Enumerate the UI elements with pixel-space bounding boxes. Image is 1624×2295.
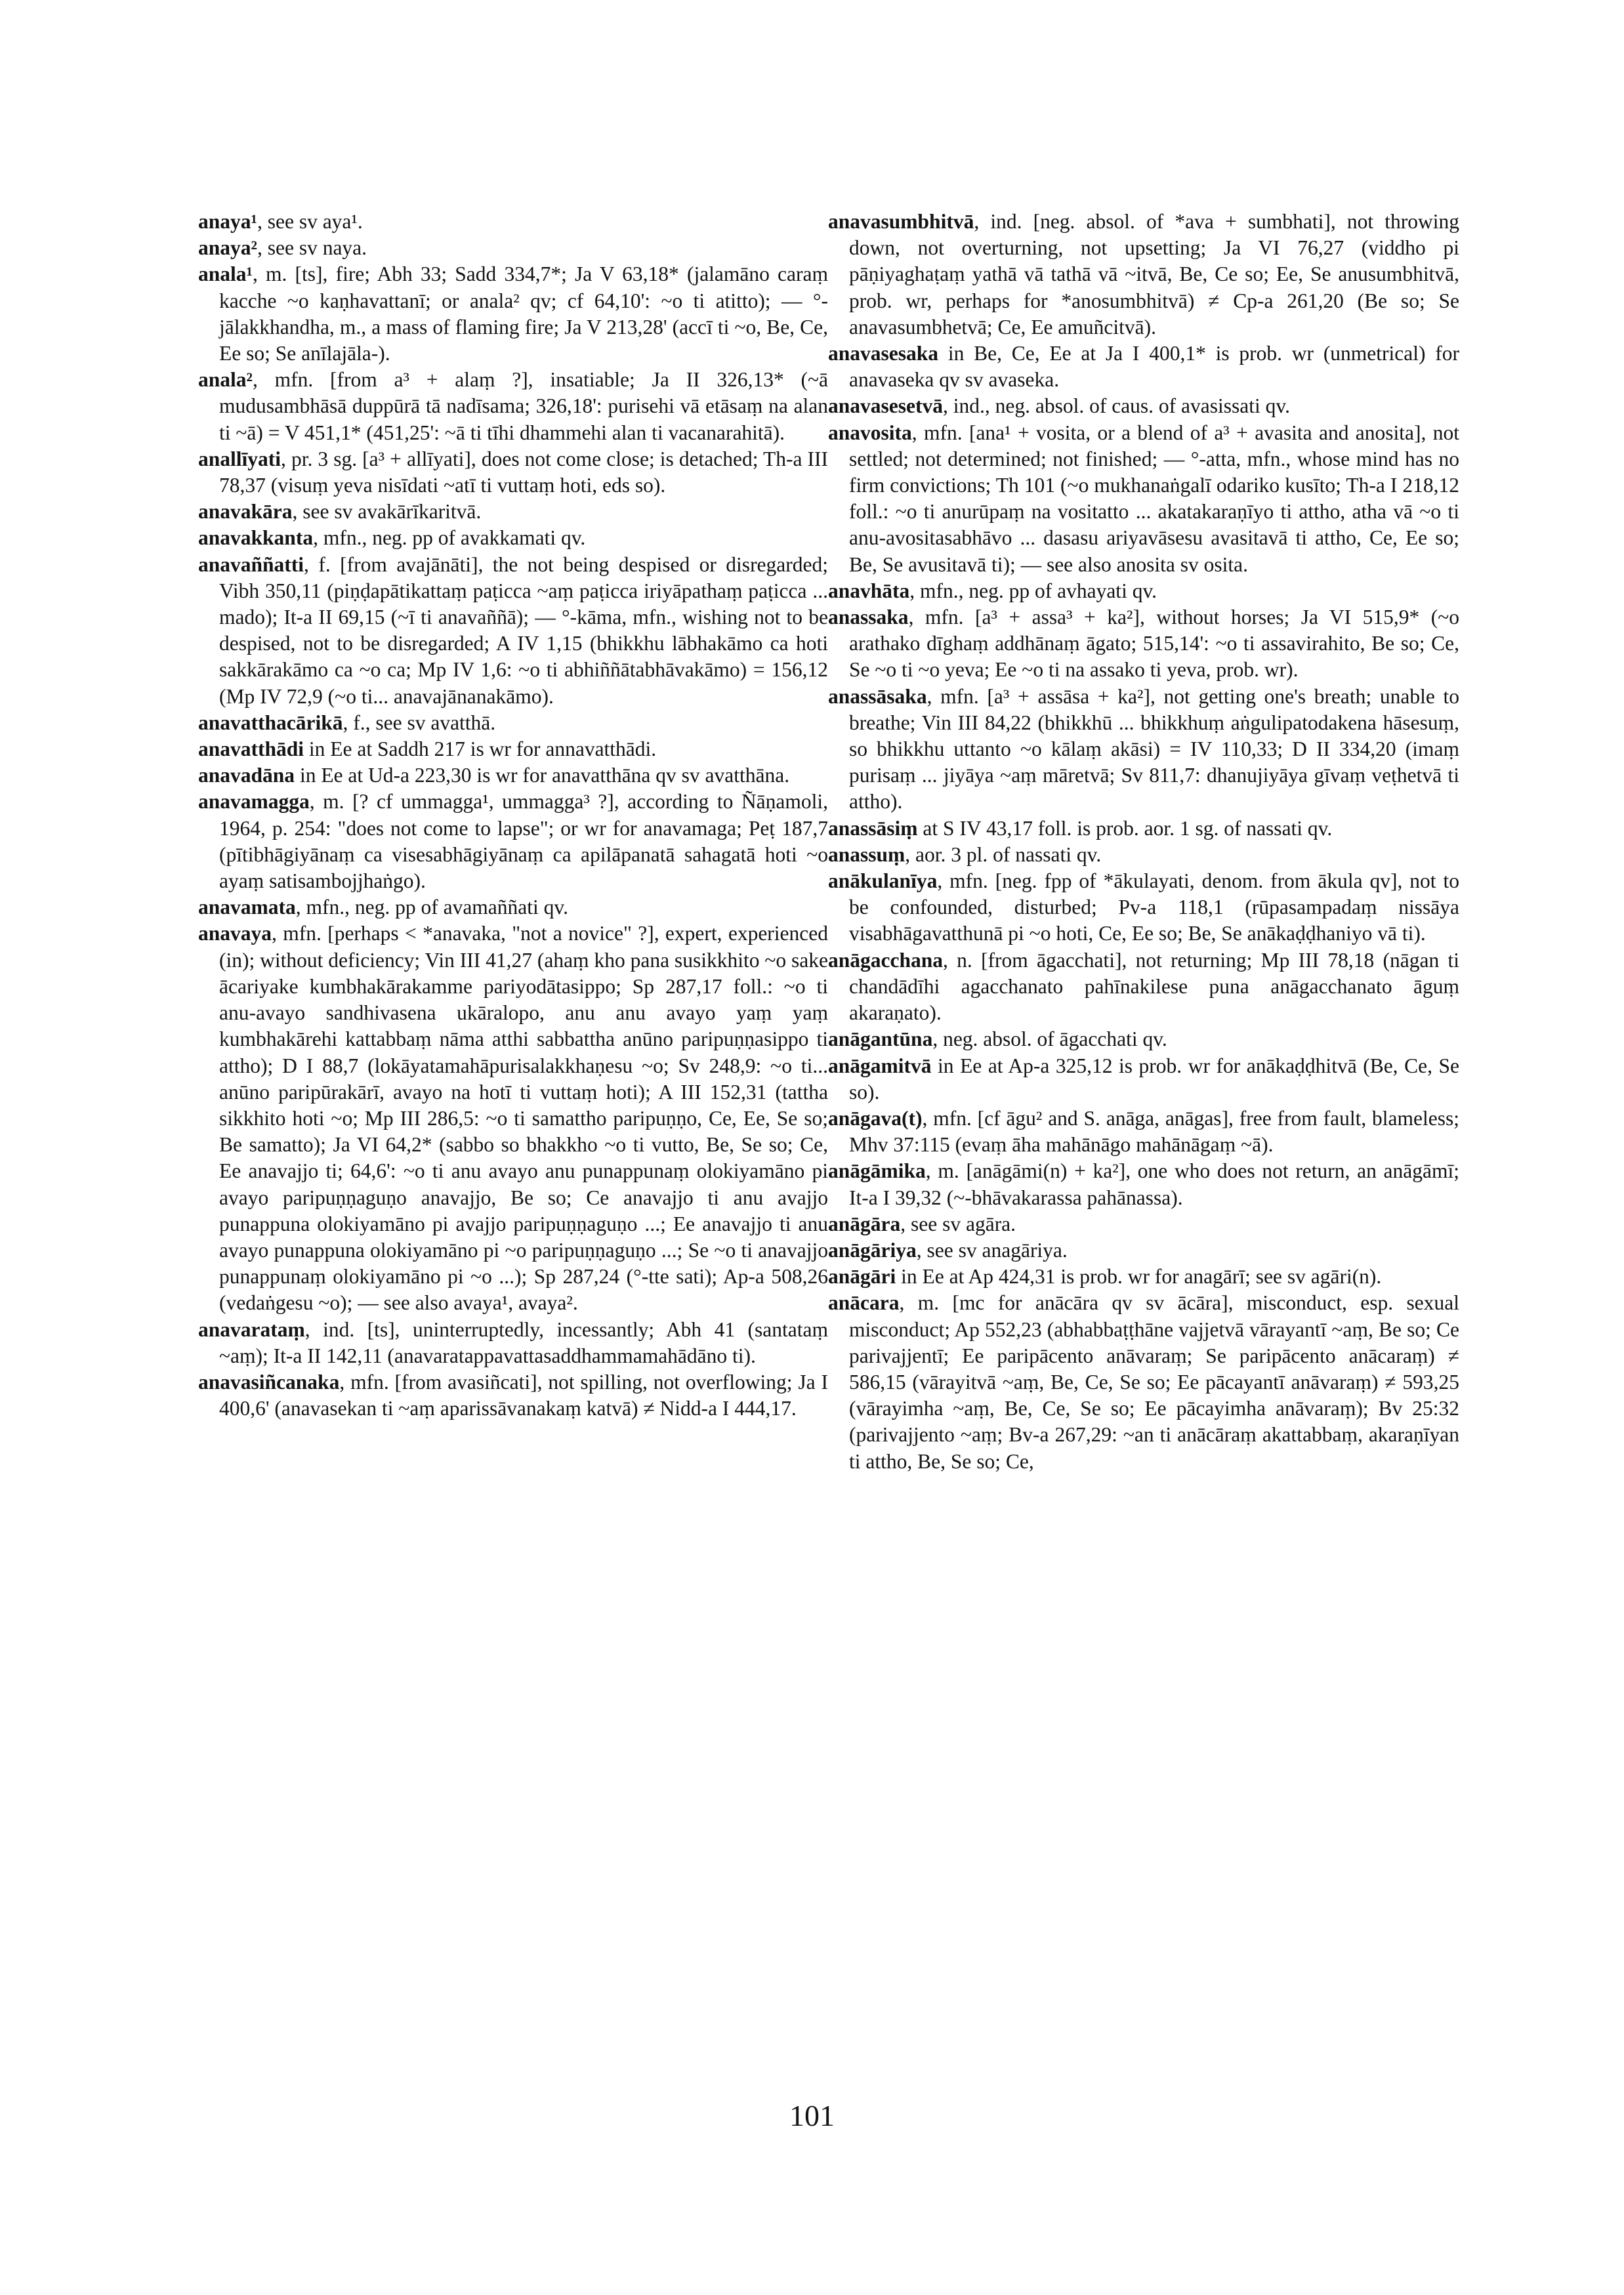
- dictionary-entry: [828, 1264, 1459, 1290]
- entry-definition: , see sv anagāriya.: [916, 1238, 1068, 1262]
- entry-definition: , mfn. [ana¹ + vosita, or a blend of a³ + avasita and anosita], not settled; not determined; not finished; — °-atta, mfn., whose mind has no firm convictions; Th 101 (~o mukhanaṅgalī odariko kusīto; Th-a I 218,12 foll.: ~o ti anurūpaṃ na vositatto ... akatakaraṇīyo ti attho, atha vā ~o ti anu-avositasabhāvo ... dasasu ariyavāsesu avasitavā ti attho, Ce, Ee so; Be, Se avusitavā ti); — see also anosita sv osita.: [849, 421, 1459, 576]
- dictionary-entry: [828, 393, 1459, 419]
- entry-headword: anāgantūna: [828, 1027, 933, 1051]
- entry-headword: anavasumbhitvā: [828, 210, 974, 233]
- dictionary-entry: [198, 1317, 828, 1369]
- entry-definition: , neg. absol. of āgacchati qv.: [932, 1027, 1167, 1051]
- entry-headword: anavakkanta: [198, 526, 314, 550]
- dictionary-entry: [828, 420, 1459, 578]
- entry-headword: anavarataṃ: [198, 1317, 305, 1341]
- dictionary-entry: [198, 710, 828, 736]
- entry-headword: anaya¹: [198, 210, 257, 233]
- dictionary-entry: [828, 1237, 1459, 1264]
- entry-definition: , see sv aya¹.: [257, 210, 363, 233]
- entry-headword: anavasesaka: [828, 342, 939, 365]
- dictionary-entry: [198, 235, 828, 261]
- entry-headword: anaya²: [198, 236, 257, 260]
- entry-definition: , f. [from avajānāti], the not being despised or disregarded; Vibh 350,11 (piṇḍapātikattaṃ paṭicca ~aṃ paṭicca iriyāpathaṃ paṭicca ... mado); It-a II 69,15 (~ī ti anavaññā); — °-kāma, mfn., wishing not to be despised, not to be disregarded; A IV 1,15 (bhikkhu lābhakāmo ca hoti sakkārakāmo ca ~o ca; Mp IV 1,6: ~o ti abhiññātabhāvakāmo) = 156,12 (Mp IV 72,9 (~o ti... anavajānanakāmo).: [219, 552, 828, 708]
- dictionary-entry: [198, 209, 828, 235]
- entry-definition: , m. [mc for anācāra qv sv ācāra], misconduct, esp. sexual misconduct; Ap 552,23 (abhabbaṭṭhāne vajjetvā vārayantī ~aṃ, Be so; Ce parivajjentī; Ee paripācento anāvaraṃ; Se paripācento anācaraṃ) ≠ 586,15 (vārayitvā ~aṃ, Be, Ce, Se so; Ee pācayantī anāvaraṃ) ≠ 593,25 (vārayimha ~aṃ, Be, Ce, Se so; Ee pācayimha anāvaraṃ); Bv 25:32 (parivajjento ~aṃ; Bv-a 267,29: ~an ti anācāraṃ akattabbaṃ, akaraṇīyan ti attho, Be, Se so; Ce,: [849, 1291, 1459, 1473]
- left-column: [198, 209, 828, 1422]
- entry-headword: anāgacchana: [828, 948, 944, 972]
- entry-definition: , aor. 3 pl. of nassati qv.: [905, 842, 1102, 866]
- entry-definition: , ind. [ts], uninterruptedly, incessantly; Abh 41 (santataṃ ~aṃ); It-a II 142,11 (anavaratappavattasaddhammamahādāno ti).: [219, 1317, 828, 1367]
- dictionary-entry: [828, 1053, 1459, 1106]
- entry-definition: in Ee at Ap 424,31 is prob. wr for anagārī; see sv agāri(n).: [896, 1265, 1382, 1289]
- entry-headword: anavaya: [198, 922, 272, 945]
- dictionary-entry: [828, 578, 1459, 604]
- dictionary-entry: [198, 1369, 828, 1422]
- entry-definition: , see sv avakārīkaritvā.: [292, 500, 482, 524]
- entry-headword: anavamata: [198, 896, 296, 919]
- entry-definition: , see sv naya.: [257, 236, 367, 260]
- entry-headword: anāgāri: [828, 1265, 896, 1289]
- dictionary-entry: [828, 868, 1459, 947]
- entry-definition: at S IV 43,17 foll. is prob. aor. 1 sg. of nassati qv.: [917, 816, 1333, 840]
- entry-definition: , m. [? cf ummagga¹, ummagga³ ?], according to Ñāṇamoli, 1964, p. 254: "does not come to lapse"; or wr for anavamaga; Peṭ 187,7 (pītibhāgiyānaṃ ca visesabhāgiyānaṃ ca apilāpanatā sahagatā hoti ~o ayaṃ satisambojjhaṅgo).: [219, 790, 828, 893]
- dictionary-entry: [828, 341, 1459, 393]
- dictionary-entry: [198, 367, 828, 446]
- entry-definition: , ind. [neg. absol. of *ava + sumbhati], not throwing down, not overturning, not upsetting; Ja VI 76,27 (viddho pi pāṇiyaghaṭaṃ yathā vā tathā vā ~itvā, Be, Ce so; Ee, Se anusumbhitvā, prob. wr, perhaps for *anosumbhitvā) ≠ Cp-a 261,20 (Be so; Se anavasumbhetvā; Ce, Ee amuñcitvā).: [849, 210, 1459, 339]
- entry-definition: , mfn., neg. pp of avamaññati qv.: [295, 896, 568, 919]
- entry-definition: , m. [ts], fire; Abh 33; Sadd 334,7*; Ja V 63,18* (jalamāno caraṃ kacche ~o kaṇhavattanī; or anala² qv; cf 64,10': ~o ti atitto); — °-jālakkhandha, m., a mass of flaming fire; Ja V 213,28' (accī ti ~o, Be, Ce, Ee so; Se anīlajāla-).: [219, 262, 828, 365]
- entry-headword: anavatthacārikā: [198, 711, 343, 734]
- entry-headword: anācara: [828, 1291, 900, 1315]
- entry-definition: , mfn. [cf āgu² and S. anāga, anāgas], free from fault, blameless; Mhv 37:115 (evaṃ āha mahānāgo mahānāgaṃ ~ā).: [849, 1106, 1459, 1157]
- right-column: [828, 209, 1459, 1475]
- entry-headword: anavatthādi: [198, 737, 304, 761]
- entry-headword: anallīyati: [198, 447, 281, 470]
- entry-definition: , m. [anāgāmi(n) + ka²], one who does not return, an anāgāmī; It-a I 39,32 (~-bhāvakarassa pahānassa).: [849, 1159, 1459, 1209]
- entry-headword: anavasesetvā: [828, 394, 943, 418]
- entry-definition: , mfn., neg. pp of avhayati qv.: [909, 579, 1157, 602]
- entry-headword: anāgāmika: [828, 1159, 926, 1183]
- entry-headword: anassāsaka: [828, 684, 927, 708]
- entry-headword: anavhāta: [828, 579, 910, 602]
- dictionary-entry: [828, 684, 1459, 816]
- entry-definition: in Ee at Ap-a 325,12 is prob. wr for anākaḍḍhitvā (Be, Ce, Se so).: [849, 1054, 1459, 1104]
- dictionary-entry: [828, 947, 1459, 1027]
- entry-headword: anassāsiṃ: [828, 816, 918, 840]
- dictionary-entry: [828, 1158, 1459, 1210]
- dictionary-entry: [198, 762, 828, 789]
- dictionary-entry: [198, 261, 828, 367]
- dictionary-entry: [198, 894, 828, 920]
- entry-headword: anāgāriya: [828, 1238, 917, 1262]
- entry-definition: , mfn. [from a³ + alaṃ ?], insatiable; Ja II 326,13* (~ā mudusambhāsā duppūrā tā nadīsama; 326,18': purisehi vā etāsaṃ na alan ti ~ā) = V 451,1* (451,25': ~ā ti tīhi dhammehi alan ti vacanarahitā).: [219, 368, 828, 444]
- entry-definition: , ind., neg. absol. of caus. of avasissati qv.: [943, 394, 1290, 418]
- entry-headword: anāgāra: [828, 1212, 901, 1235]
- entry-definition: in Ee at Ud-a 223,30 is wr for anavatthāna qv sv avatthāna.: [295, 764, 790, 787]
- dictionary-entry: [828, 842, 1459, 868]
- entry-headword: anavamagga: [198, 790, 310, 814]
- entry-headword: anassuṃ: [828, 842, 906, 866]
- entry-headword: anāgava(t): [828, 1106, 923, 1130]
- entry-headword: anavadāna: [198, 764, 295, 787]
- entry-headword: anala²: [198, 368, 253, 392]
- dictionary-entry: [198, 789, 828, 894]
- entry-definition: in Ee at Saddh 217 is wr for annavatthādi.: [304, 737, 657, 761]
- dictionary-entry: [828, 1026, 1459, 1052]
- entry-headword: anāgamitvā: [828, 1054, 932, 1077]
- dictionary-entry: [828, 1211, 1459, 1237]
- dictionary-entry: [198, 525, 828, 551]
- page-number: 101: [789, 2099, 835, 2132]
- entry-definition: , pr. 3 sg. [a³ + allīyati], does not come close; is detached; Th-a III 78,37 (visuṃ yeva nisīdati ~atī ti vuttaṃ hoti, eds so).: [219, 447, 828, 497]
- dictionary-entry: [828, 1290, 1459, 1474]
- dictionary-entry: [828, 816, 1459, 842]
- entry-definition: , mfn. [neg. fpp of *ākulayati, denom. from ākula qv], not to be confounded, disturbed; Pv-a 118,1 (rūpasampadaṃ nissāya visabhāgavatthunā pi ~o hoti, Ce, Ee so; Be, Se anākaḍḍhaniyo vā ti).: [849, 869, 1459, 945]
- entry-definition: , mfn., neg. pp of avakkamati qv.: [313, 526, 586, 550]
- entry-headword: anākulanīya: [828, 869, 938, 893]
- entry-headword: anassaka: [828, 606, 909, 629]
- entry-definition: in Be, Ce, Ee at Ja I 400,1* is prob. wr (unmetrical) for anavaseka qv sv avaseka.: [849, 342, 1459, 392]
- dictionary-entry: [198, 736, 828, 762]
- entry-definition: , mfn. [perhaps < *anavaka, "not a novice" ?], expert, experienced (in); without deficiency; Vin III 41,27 (ahaṃ kho pana susikkhito ~o sake ācariyake kumbhakārakamme pariyodātasippo; Sp 287,17 foll.: ~o ti anu-avayo sandhivasena ukāralopo, anu anu avayo yaṃ yaṃ kumbhakārehi kattabbaṃ nāma atthi sabbattha anūno paripuṇṇasippo ti attho); D I 88,7 (lokāyatamahāpurisalakkhaṇesu ~o; Sv 248,9: ~o ti... anūno paripūrakārī, avayo na hotī ti vuttaṃ hoti); A III 152,31 (tattha sikkhito hoti ~o; Mp III 286,5: ~o ti samattho paripuṇṇo, Ce, Ee, Se so; Be samatto); Ja VI 64,2* (sabbo so bhakkho ~o ti vutto, Be, Se so; Ce, Ee anavajjo ti; 64,6': ~o ti anu avayo anu punappunaṃ olokiyamāno pi avayo paripuṇṇaguṇo anavajjo, Be so; Ce anavajjo ti anu avajjo punappuna olokiyamāno pi avajjo paripuṇṇaguṇo ...; Ee anavajjo ti anu avayo punappuna olokiyamāno pi ~o paripuṇṇaguṇo ...; Se ~o ti anavajjo punappunaṃ olokiyamāno pi ~o ...); Sp 287,24 (°-tte sati); Ap-a 508,26 (vedaṅgesu ~o); — see also avaya¹, avaya².: [219, 922, 828, 1315]
- dictionary-entry: [198, 552, 828, 710]
- dictionary-entry: [828, 1106, 1459, 1158]
- dictionary-entry: [198, 446, 828, 499]
- dictionary-entry: [828, 604, 1459, 684]
- entry-definition: , n. [from āgacchati], not returning; Mp III 78,18 (nāgan ti chandādīhi agacchanato pahīnakilese puna anāgacchanato āguṃ akaraṇato).: [849, 948, 1459, 1025]
- entry-headword: anavaññatti: [198, 552, 304, 576]
- entry-headword: anavosita: [828, 421, 912, 444]
- entry-headword: anavasiñcanaka: [198, 1370, 340, 1394]
- entry-definition: , mfn. [from avasiñcati], not spilling, not overflowing; Ja I 400,6' (anavasekan ti ~aṃ aparissāvanakaṃ katvā) ≠ Nidd-a I 444,17.: [219, 1370, 828, 1420]
- entry-headword: anavakāra: [198, 500, 293, 524]
- dictionary-entry: [198, 920, 828, 1316]
- dictionary-entry: [198, 499, 828, 525]
- entry-definition: , f., see sv avatthā.: [343, 711, 496, 734]
- entry-headword: anala¹: [198, 262, 253, 286]
- entry-definition: , mfn. [a³ + assāsa + ka²], not getting one's breath; unable to breathe; Vin III 84,22 (bhikkhū ... bhikkhuṃ aṅgulipatodakena hāsesuṃ, so bhikkhu uttanto ~o kālaṃ akāsi) = IV 110,33; D II 334,20 (imaṃ purisaṃ ... jiyāya ~aṃ māretvā; Sv 811,7: dhanujiyāya gīvaṃ veṭhetvā ti attho).: [849, 684, 1459, 814]
- entry-definition: , see sv agāra.: [900, 1212, 1016, 1235]
- entry-definition: , mfn. [a³ + assa³ + ka²], without horses; Ja VI 515,9* (~o arathako dīghaṃ addhānaṃ āgato; 515,14': ~o ti assavirahito, Be so; Ce, Se ~o ti ~o yeva; Ee ~o ti na assako ti yeva, prob. wr).: [849, 606, 1459, 682]
- dictionary-entry: [828, 209, 1459, 341]
